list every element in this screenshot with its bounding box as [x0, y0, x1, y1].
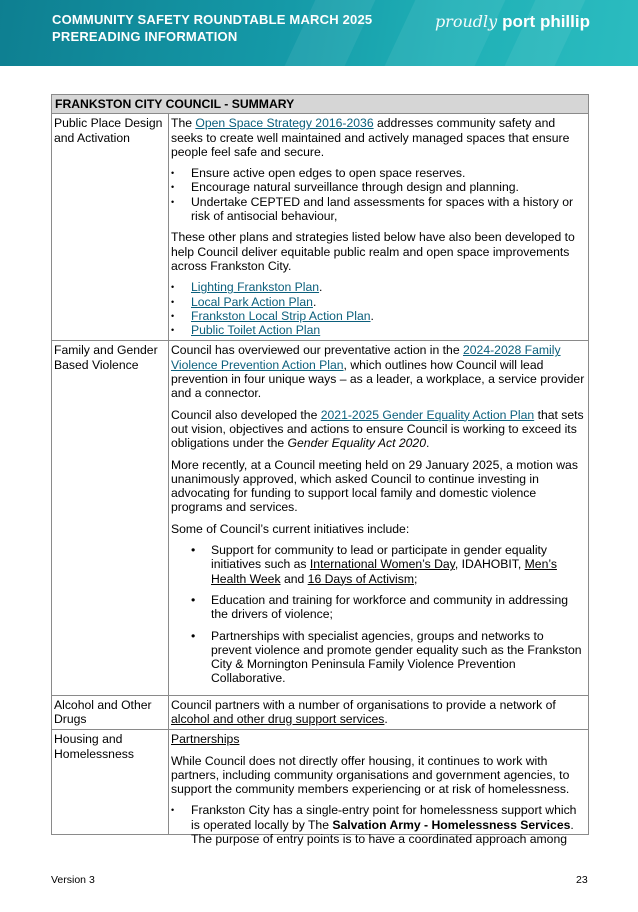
paragraph: Council also developed the 2021-2025 Gender Equality Action Plan that sets out vision, objectives and actions to ensure Council is working to exceed its obligations under the Gender Equality Act 2020.	[171, 407, 584, 451]
table-row	[52, 341, 589, 695]
plan-link-list	[171, 280, 585, 337]
list-item: • Lighting Frankston Plan.	[171, 280, 585, 294]
row-content	[169, 730, 589, 847]
header-banner	[0, 0, 638, 66]
row-label: Family and Gender Based Violence	[52, 341, 169, 695]
paragraph: These other plans and strategies listed below have also been developed to help Council deliver equitable public realm and open space improvements across Frankston City.	[171, 230, 575, 273]
document-title	[52, 11, 372, 45]
list-item	[171, 323, 585, 337]
title-line-1: COMMUNITY SAFETY ROUNDTABLE MARCH 2025	[52, 12, 373, 27]
list-item: • Partnerships with specialist agencies, groups and networks to prevent violence and promote gender equality such as the Frankston City & Mornington Peninsula Family Violence Prevention Collaborative.	[171, 629, 585, 686]
list-item: • Education and training for workforce and community in addressing the drivers of violence;	[171, 593, 585, 622]
port-phillip-logo	[435, 12, 590, 32]
family-violence-plan-link[interactable]: 2024-2028 Family Violence Prevention Action Plan	[171, 343, 561, 372]
local-strip-plan-link[interactable]: Frankston Local Strip Action Plan	[191, 308, 371, 323]
table-row	[52, 114, 589, 341]
aod-services-link[interactable]: alcohol and other drug support services	[171, 711, 385, 726]
summary-table	[51, 94, 589, 847]
paragraph: The Open Space Strategy 2016-2036 addresses community safety and seeks to create well maintained and actively managed spaces that ensure people feel safe and secure.	[171, 116, 570, 159]
iwd-link[interactable]: International Women’s Day	[309, 557, 455, 572]
table-header-row	[52, 95, 589, 114]
title-line-2: PREREADING INFORMATION	[52, 29, 238, 44]
table-row	[52, 730, 589, 835]
table-row	[52, 695, 589, 730]
lighting-plan-link[interactable]: Lighting Frankston Plan	[191, 280, 320, 295]
list-item: • Support for community to lead or participate in gender equality initiatives such as International Women’s Day, IDAHOBIT, Men’s Health Week and 16 Days of Activism;	[171, 543, 585, 586]
gender-equality-plan-link[interactable]: 2021-2025 Gender Equality Action Plan	[320, 407, 535, 422]
initiatives-list	[171, 543, 585, 686]
paragraph: More recently, at a Council meeting held on 29 January 2025, a motion was unanimously approved, which asked Council to continue investing in advocating for funding to support local family and domestic violence programs and services.	[171, 457, 578, 515]
row-label: Alcohol and Other Drugs	[52, 695, 169, 730]
logo-script: proudly	[434, 12, 498, 31]
list-item: • Ensure active open edges to open space reserves.	[171, 166, 585, 180]
sub-heading: Partnerships	[171, 732, 240, 747]
list-item: • Encourage natural surveillance through design and planning.	[171, 180, 585, 194]
row-content	[169, 695, 589, 730]
public-toilet-plan-link[interactable]: Public Toilet Action Plan	[191, 323, 321, 338]
list-item: • Frankston Local Strip Action Plan.	[171, 309, 585, 323]
list-item: • Undertake CEPTED and land assessments for spaces with a history or risk of antisocial behaviour,	[171, 195, 585, 224]
list-item: • Local Park Action Plan.	[171, 295, 585, 309]
bullet-list	[171, 166, 585, 223]
local-park-plan-link[interactable]: Local Park Action Plan	[191, 294, 313, 309]
paragraph: While Council does not directly offer housing, it continues to work with partners, including community organisations and government agencies, to support the community members experiencing or at risk of homelessness.	[171, 753, 570, 797]
bullet-list	[171, 803, 585, 847]
row-content	[169, 114, 589, 341]
banner-decoration	[385, 0, 506, 66]
paragraph: Council has overviewed our preventative action in the 2024-2028 Family Violence Prevention Action Plan, which outlines how Council will lead prevention in four unique ways – as a leader, a workplace, a service provider and a connector.	[171, 343, 585, 401]
mens-health-week-link[interactable]: Men’s Health Week	[211, 557, 557, 586]
row-content	[169, 341, 589, 695]
sixteen-days-link[interactable]: 16 Days of Activism	[307, 571, 415, 586]
row-label: Housing and Homelessness	[52, 730, 169, 835]
banner-decoration	[505, 0, 586, 66]
logo-text: port phillip	[502, 12, 590, 31]
list-item: • Frankston City has a single-entry point for homelessness support which is operated locally by The Salvation Army - Homelessness Services. The purpose of entry points is to have a coordinated approach among	[171, 803, 585, 831]
paragraph: Some of Council’s current initiatives include:	[171, 521, 410, 536]
page-number: 23	[576, 874, 588, 886]
paragraph: Council partners with a number of organisations to provide a network of alcohol and other drug support services.	[171, 697, 556, 726]
table-heading: FRANKSTON CITY COUNCIL - SUMMARY	[52, 95, 589, 114]
version-label: Version 3	[51, 874, 95, 886]
open-space-strategy-link[interactable]: Open Space Strategy 2016-2036	[195, 116, 374, 131]
row-label: Public Place Design and Activation	[52, 114, 169, 341]
